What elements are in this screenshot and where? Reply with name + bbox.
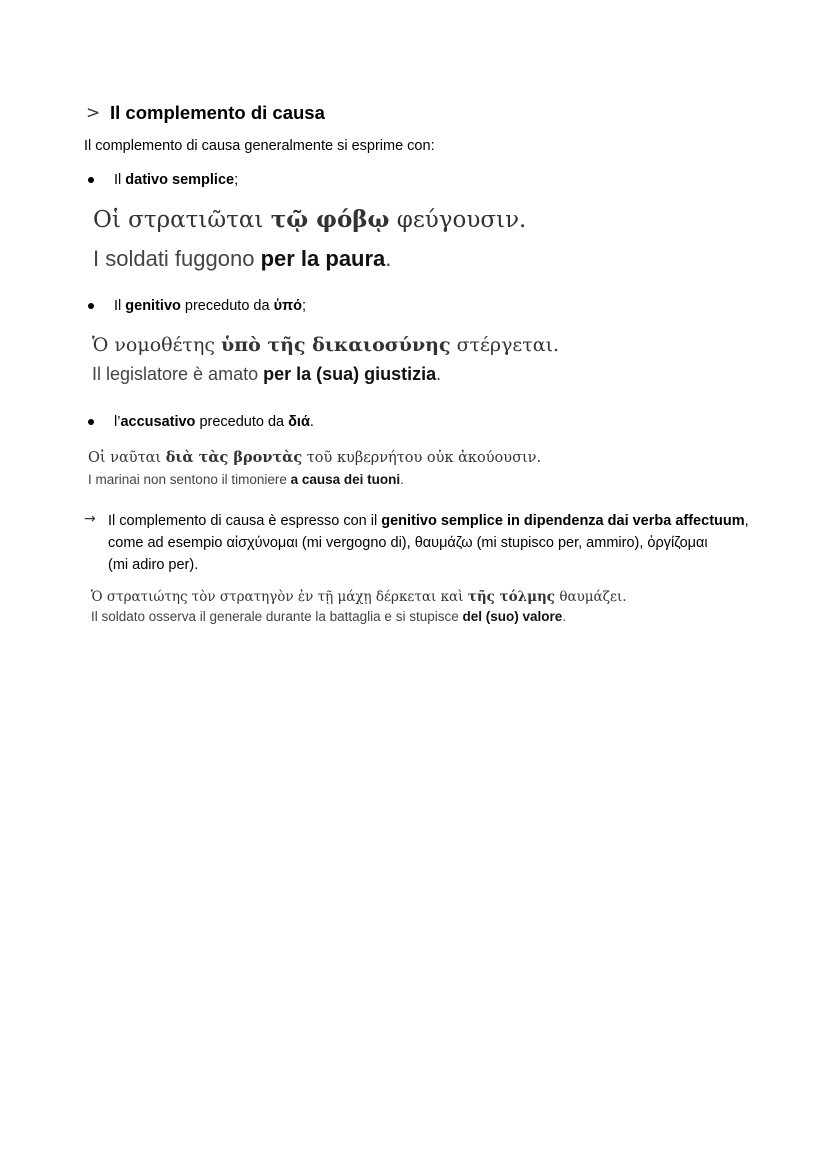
list-item-genitivo [84,298,306,314]
list-item-accusativo [84,414,314,430]
example-translation-4: Il soldato osserva il generale durante la battaglia e si stupisce del (suo) valore. [91,609,567,624]
note-line-1: Il complemento di causa è espresso con il genitivo semplice in dipendenza dai verba affectuum, [108,513,749,529]
chevron-right-icon: > [86,103,101,123]
bullet-text: Il dativo semplice; [114,172,239,188]
bullet-icon [88,419,94,425]
list-item-dativo [84,172,238,188]
example-greek-2: Ὁ νομοθέτης ὑπὸ τῆς δικαιοσύνης στέργεται. [92,334,560,356]
page-title: Il complemento di causa [110,102,325,123]
example-translation-2: Il legislatore è amato per la (sua) giustizia. [92,364,442,384]
bullet-icon [88,177,94,183]
note-line-3: (mi adiro per). [108,557,199,573]
bullet-text: Il genitivo preceduto da ὑπό; [114,298,307,314]
note-text [108,510,768,576]
section-heading [86,100,325,126]
example-greek-1: Οἱ στρατιῶται τῷ φόβῳ φεύγουσιν. [93,206,527,233]
bullet-icon [88,303,94,309]
example-greek-3: Οἱ ναῦται διὰ τὰς βροντὰς τοῦ κυβερνήτου οὐκ ἀκούουσιν. [88,449,542,466]
example-translation-3: I marinai non sentono il timoniere a causa dei tuoni. [88,472,404,487]
note-line-2: come ad esempio αἰσχύνομαι (mi vergogno di), θαυμάζω (mi stupisco per, ammiro), ὀργίζομαι [108,535,708,551]
example-greek-4: Ὁ στρατιώτης τὸν στρατηγὸν ἐν τῇ μάχῃ δέρκεται καὶ τῆς τόλμης θαυμάζει. [91,589,627,605]
bullet-text: l’accusativo preceduto da διά. [114,414,314,430]
arrow-right-icon: → [84,511,96,527]
example-translation-1: I soldati fuggono per la paura. [93,246,392,271]
intro-text: Il complemento di causa generalmente si esprime con: [84,138,435,154]
note-paragraph [84,510,768,576]
